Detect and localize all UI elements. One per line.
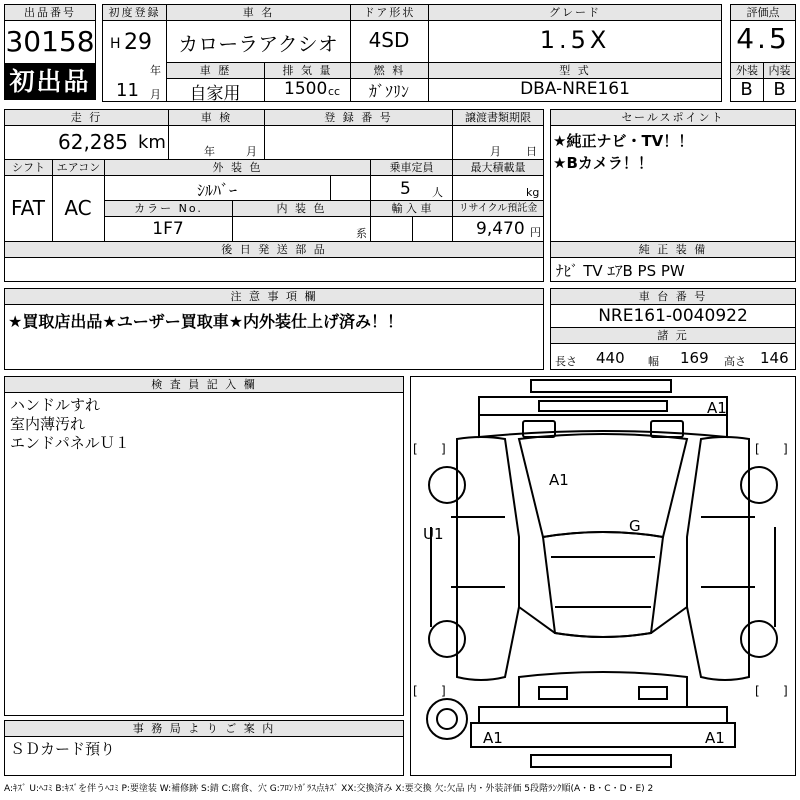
damage-diagram <box>410 376 796 776</box>
lot-number-label: 出品番号 <box>5 5 95 21</box>
chassis-label: 車 台 番 号 <box>551 289 795 305</box>
width-label: 幅 <box>648 355 659 368</box>
inspector-label: 検 査 員 記 入 欄 <box>5 377 403 393</box>
first-registration-label: 初度登録 <box>103 5 166 20</box>
exterior-grade: B <box>740 79 753 100</box>
mileage-label: 走 行 <box>5 110 168 126</box>
car-outline <box>411 377 795 775</box>
first-time-badge <box>4 64 96 100</box>
damage-mark-front-bumper: A1 <box>707 399 727 417</box>
capacity: 5 <box>400 179 411 199</box>
model: DBA-NRE161 <box>520 79 630 99</box>
interior-grade: B <box>773 79 786 100</box>
fuel-label: 燃 料 <box>351 63 428 79</box>
recycle-fee-unit: 円 <box>530 226 541 239</box>
notes-text: ★買取店出品★ユーザー買取車★内外装仕上げ済み！！ <box>8 312 404 331</box>
score: 4.5 <box>736 22 790 55</box>
door-type-label: ドア形状 <box>351 5 428 20</box>
inspector-line-2: 室内薄汚れ <box>10 415 86 433</box>
model-label: 型 式 <box>429 63 721 79</box>
inspection-label: 車 検 <box>169 110 264 126</box>
svg-text:]: ] <box>441 684 446 698</box>
transfer-deadline-label: 譲渡書類期限 <box>453 110 543 126</box>
fuel: ｶﾞｿﾘﾝ <box>368 82 409 101</box>
displacement-label: 排 気 量 <box>265 63 350 79</box>
recycle-fee: 9,470 <box>476 219 525 239</box>
plate-label: 登 録 番 号 <box>265 110 452 126</box>
svg-text:[: [ <box>413 442 418 456</box>
registration-month: 11 <box>116 80 139 101</box>
interior-color-unit: 系 <box>356 227 367 240</box>
history-label: 車 歴 <box>167 63 264 79</box>
inspection-year-unit: 年 <box>204 145 215 158</box>
capacity-label: 乗車定員 <box>371 160 452 176</box>
damage-mark-rear-left: A1 <box>483 729 503 747</box>
shift-label: シフト <box>5 160 52 176</box>
displacement-unit: cc <box>328 85 341 98</box>
legend-text: A:ｷｽﾞ U:ﾍｺﾐ B:ｷｽﾞを伴うﾍｺﾐ P:要塗装 W:補修跡 S:錆 C:腐食、穴 G:ﾌﾛﾝﾄｶﾞﾗｽ点ｷｽﾞ XX:交換済み X:要交換 欠:欠品 内・外装評価 5段階ﾗﾝｸ順(A・B・C・D・E) 2 <box>4 784 654 794</box>
first-time-label: 初出品 <box>9 67 91 96</box>
inspector-line-1: ハンドルすれ <box>10 396 101 414</box>
color-number-label: カラー No. <box>105 201 232 217</box>
office-label: 事 務 局 よ り ご 案 内 <box>5 721 403 737</box>
damage-mark-hood: A1 <box>549 471 569 489</box>
import-car-label: 輸 入 車 <box>371 201 452 217</box>
sales-point-1: ★純正ナビ・TV！！ <box>553 132 694 150</box>
svg-text:]: ] <box>783 684 788 698</box>
mileage-unit: km <box>138 132 166 153</box>
air-conditioner: AC <box>64 196 92 220</box>
interior-label: 内装 <box>764 63 795 79</box>
lot-number: 30158 <box>5 25 95 58</box>
car-name-label: 車 名 <box>167 5 350 20</box>
transfer-month-unit: 月 <box>490 145 501 158</box>
sales-point-2: ★Bカメラ！！ <box>553 154 653 172</box>
max-load-label: 最大積載量 <box>453 160 543 176</box>
equipment-label: 純 正 装 備 <box>551 242 795 258</box>
shift: FAT <box>10 196 45 220</box>
svg-text:]: ] <box>441 442 446 456</box>
exterior-color: ｼﾙﾊﾞｰ <box>196 181 237 200</box>
grade-label: グレード <box>429 5 721 20</box>
interior-color-label: 内 装 色 <box>233 201 370 217</box>
svg-text:[: [ <box>755 442 760 456</box>
registration-year: 29 <box>124 30 152 55</box>
year-unit: 年 <box>150 64 161 77</box>
inspector-line-3: エンドパネルＵ１ <box>10 434 130 452</box>
transfer-day-label: 日 <box>526 145 537 158</box>
chassis-number: NRE161-0040922 <box>598 306 748 326</box>
length: 440 <box>596 349 625 367</box>
svg-text:]: ] <box>783 442 788 456</box>
width: 169 <box>680 349 709 367</box>
later-parts-label: 後 日 発 送 部 品 <box>5 242 543 258</box>
sales-points-label: セールスポイント <box>551 110 795 126</box>
grade: 1.5X <box>539 26 611 54</box>
displacement: 1500 <box>284 79 328 99</box>
damage-mark-rear-right: A1 <box>705 729 725 747</box>
notes-label: 注 意 事 項 欄 <box>5 289 543 305</box>
capacity-unit: 人 <box>432 186 443 199</box>
history: 自家用 <box>189 84 241 104</box>
exterior-color-label: 外 装 色 <box>105 160 370 176</box>
door-type: 4SD <box>368 28 410 52</box>
damage-mark-windshield: G <box>629 517 641 535</box>
mileage: 62,285 <box>58 130 128 154</box>
inspection-month-unit: 月 <box>246 145 257 158</box>
color-number: 1F7 <box>152 219 184 239</box>
score-label: 評価点 <box>731 5 795 21</box>
office-text: ＳＤカード預り <box>10 740 116 758</box>
svg-text:[: [ <box>413 684 418 698</box>
ac-label: エアコン <box>53 160 104 176</box>
recycle-fee-label: リサイクル預託金 <box>453 201 543 217</box>
max-load-unit: kg <box>526 186 540 199</box>
svg-text:[: [ <box>755 684 760 698</box>
height-label: 高さ <box>724 355 746 368</box>
equipment: ﾅﾋﾞ TV ｴｱB PS PW <box>556 262 685 280</box>
month-unit: 月 <box>150 88 161 101</box>
era-letter: H <box>110 36 121 52</box>
car-name: カローラアクシオ <box>178 32 338 56</box>
damage-mark-left-fender: U1 <box>423 525 444 543</box>
spec-label: 諸 元 <box>551 328 795 344</box>
exterior-label: 外装 <box>731 63 763 79</box>
height: 146 <box>760 349 789 367</box>
length-label: 長さ <box>555 355 577 368</box>
